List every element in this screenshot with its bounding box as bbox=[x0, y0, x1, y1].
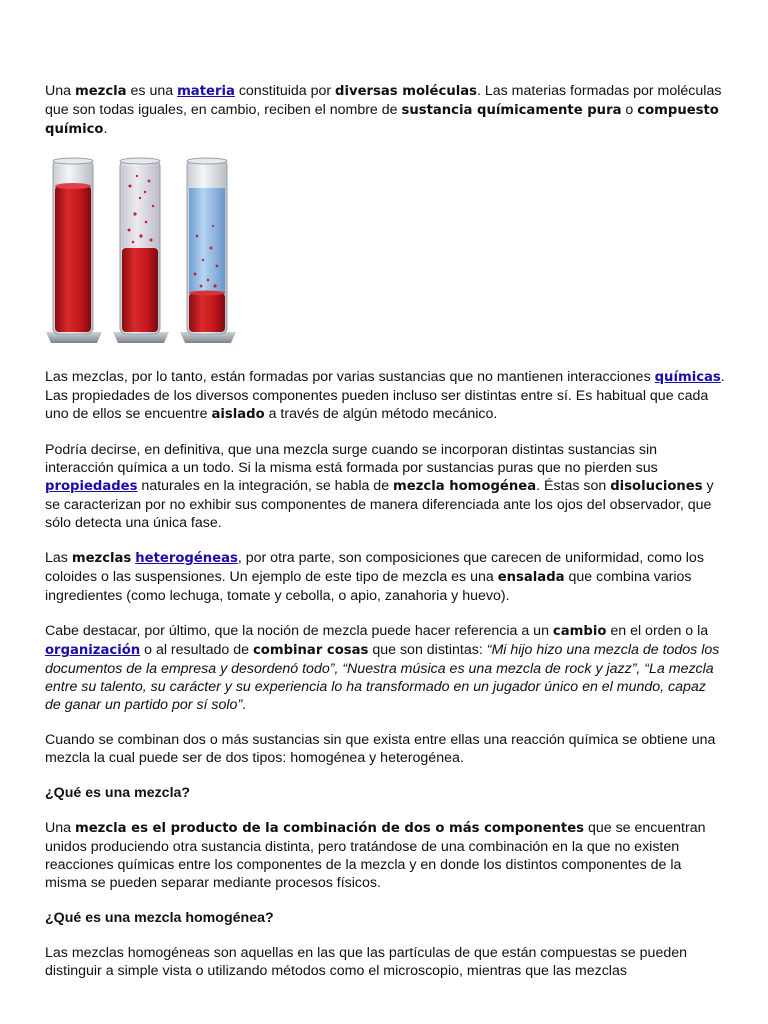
text: . bbox=[103, 121, 108, 137]
text: Cabe destacar, por último, que la noción de mezcla puede hacer referencia a un bbox=[45, 623, 553, 639]
paragraph-4 bbox=[45, 549, 725, 605]
text: naturales en la integración, se habla de bbox=[137, 478, 394, 494]
text: Las mezclas, por lo tanto, están formadas por varias sustancias que no mantienen interacciones bbox=[45, 369, 655, 385]
bold-term: cambio bbox=[552, 624, 607, 639]
text: en el orden o la bbox=[606, 623, 709, 639]
text: constituida por bbox=[234, 83, 336, 99]
text: Podría decirse, en definitiva, que una mezcla surge cuando se incorporan distintas sustancias sin interacción química a un todo. Si la misma está formada por sustancias puras que no pierden sus bbox=[45, 442, 658, 476]
bold-term: mezcla es el producto de la combinación de dos o más componentes bbox=[74, 821, 585, 836]
link-propiedades[interactable]: propiedades bbox=[45, 479, 138, 494]
bold-term: mezcla bbox=[74, 84, 127, 99]
text: o al resultado de bbox=[140, 642, 253, 658]
text: que se encuentran unidos produciendo otra sustancia distinta, pero tratándose de una combinación en la que no existen reacciones químicas entre los componentes de la mezcla y en donde los distintos componentes de la misma se pueden separar mediante procesos físicos. bbox=[45, 820, 706, 891]
bold-term: disoluciones bbox=[610, 479, 703, 494]
text: Una bbox=[45, 820, 75, 836]
paragraph-8: Las mezclas homogéneas son aquellas en las que las partículas de que están compuestas se pueden distinguir a simple vista o utilizando métodos como el microscopio, mientras que las mezclas bbox=[45, 945, 688, 979]
bold-term: ensalada bbox=[497, 570, 565, 585]
bold-term: compuesto químico bbox=[45, 103, 719, 137]
tube-red bbox=[46, 158, 102, 343]
tube-sediment bbox=[180, 158, 236, 343]
text: a través de algún método mecánico. bbox=[264, 406, 498, 422]
tube-suspension bbox=[113, 158, 169, 343]
bold-term: mezcla homogénea bbox=[393, 479, 537, 494]
text: que combina varios ingredientes (como lechuga, tomate y cebolla, o apio, zanahoria y huevo). bbox=[45, 569, 692, 604]
link-heterogeneas[interactable]: heterogéneas bbox=[135, 551, 238, 566]
link-organizacion[interactable]: organización bbox=[45, 643, 141, 658]
paragraph-6: Cuando se combinan dos o más sustancias sin que exista entre ellas una reacción química se obtiene una mezcla la cual puede ser de dos tipos: homogénea y heterogénea. bbox=[45, 732, 716, 766]
paragraph-intro bbox=[45, 82, 725, 139]
paragraph-5 bbox=[45, 622, 725, 714]
bold-term: sustancia químicamente pura bbox=[401, 103, 622, 118]
text: que son distintas: bbox=[368, 642, 487, 658]
heading-que-es-mezcla: ¿Qué es una mezcla? bbox=[45, 785, 191, 801]
text: es una bbox=[126, 83, 178, 99]
bold-term: diversas moléculas bbox=[335, 84, 477, 99]
paragraph-7 bbox=[45, 819, 725, 892]
link-materia[interactable]: materia bbox=[177, 84, 235, 99]
text: , por otra parte, son composiciones que carecen de uniformidad, como los coloides o las suspensiones. Un ejemplo de este tipo de mezcla es una bbox=[45, 550, 704, 585]
text: Las bbox=[45, 550, 72, 566]
text: y se caracterizan por no exhibir sus componentes de manera diferenciada ante los ojos del observador, que sólo detecta una única fase. bbox=[45, 478, 714, 531]
text: . Las materias formadas por moléculas que son todas iguales, en cambio, reciben el nombre de bbox=[45, 83, 722, 118]
italic-examples: “Mi hijo hizo una mezcla de todos los documentos de la empresa y desordenó todo”, “Nuestra música es una mezcla de rock y jazz”, “La mezcla entre su talento, su carácter y su experiencia lo ha transformado en un jugador único en el mundo, capaz de ganar un partido por sí solo” bbox=[45, 642, 720, 713]
link-quimicas[interactable]: químicas bbox=[654, 370, 721, 385]
bold-term: aislado bbox=[211, 407, 265, 422]
document-page bbox=[45, 82, 725, 997]
heading-mezcla-homogenea: ¿Qué es una mezcla homogénea? bbox=[45, 910, 274, 926]
text: . Éstas son bbox=[536, 478, 611, 494]
text: o bbox=[621, 102, 638, 118]
test-tubes-image bbox=[45, 156, 245, 352]
text: Una bbox=[45, 83, 75, 99]
bold-term: combinar cosas bbox=[252, 643, 369, 658]
paragraph-2 bbox=[45, 368, 725, 424]
text: . bbox=[242, 697, 247, 713]
paragraph-3 bbox=[45, 441, 725, 532]
text: . Las propiedades de los diversos componentes pueden incluso ser distintas entre sí. Es habitual que cada uno de ellos se encuentre bbox=[45, 369, 725, 422]
bold-term: mezclas bbox=[71, 551, 132, 566]
